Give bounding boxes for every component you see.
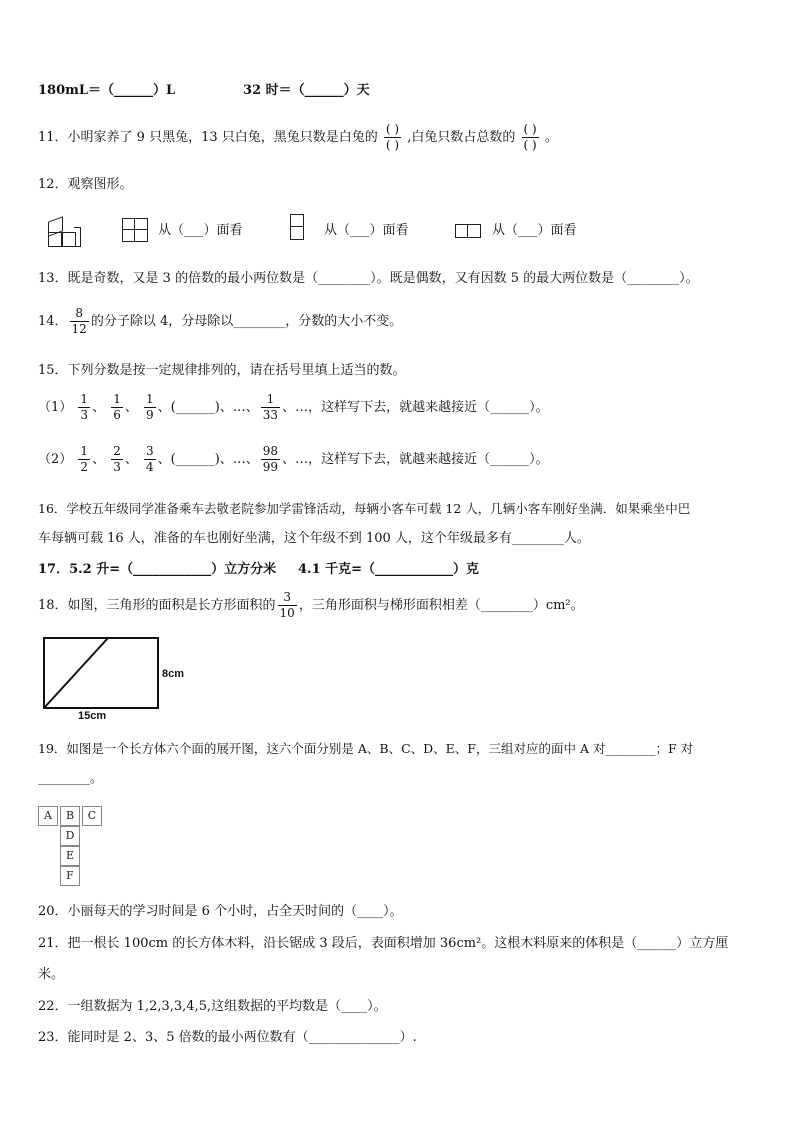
cube-figure-3d <box>46 215 82 247</box>
net-face-e: E <box>60 846 80 866</box>
q10-answer-b[interactable]: ______ <box>304 83 344 98</box>
view-shape-3 <box>455 224 481 238</box>
fraction: $\frac{1}{33}$ <box>262 392 279 422</box>
label-height: 8cm <box>162 668 185 680</box>
q13: 13．既是奇数，又是 3 的倍数的最小两位数是（________）。既是偶数，又有因数 5 的最大两位数是（________）。 <box>38 271 699 286</box>
fraction: $\frac{1}{6}$ <box>113 392 121 422</box>
q11-blank-fraction-2[interactable]: $\frac{( )}{( )}$ <box>523 122 537 152</box>
view-shape-1 <box>122 218 148 242</box>
net-face-c: C <box>82 806 102 826</box>
diagonal-line <box>44 638 108 708</box>
q15-title: 15．下列分数是按一定规律排列的，请在括号里填上适当的数。 <box>38 363 406 378</box>
q20: 20．小丽每天的学习时间是 6 个小时，占全天时间的（____）。 <box>38 904 403 919</box>
q14: 14． $\frac{8}{12}$ 的分子除以 4，分母除以________，分数的大小不变。 <box>38 306 403 336</box>
q12-view-1[interactable]: 从（___）面看 <box>158 223 243 238</box>
q12-view-3[interactable]: 从（___）面看 <box>492 223 577 238</box>
fraction: $\frac{1}{2}$ <box>80 444 89 474</box>
label-width: 15cm <box>78 710 107 722</box>
fraction: $\frac{1}{9}$ <box>145 392 154 422</box>
q12-view-2[interactable]: 从（___）面看 <box>324 223 409 238</box>
fraction: $\frac{3}{4}$ <box>145 444 154 474</box>
net-face-d: D <box>60 826 80 846</box>
q17-part-a: 17．5.2 升=（____________）立方分米 <box>38 562 277 577</box>
q21-line-1: 21．把一根长 100cm 的长方体木料，沿长锯成 3 段后，表面积增加 36cm²。这根木料原来的体积是（______）立方厘 <box>38 936 729 951</box>
q22: 22．一组数据为 1,2,3,3,4,5,这组数据的平均数是（____）。 <box>38 999 387 1014</box>
q15-row-2: （2） $\frac{1}{2}$ 、 $\frac{2}{3}$ 、 $\frac{3}{4}$ 、(______)、…、 $\frac{98}{99}$ 、…，这样写下去，就越来越接近（______）。 <box>38 444 549 474</box>
fraction: $\frac{98}{99}$ <box>262 444 279 474</box>
q18: 18．如图，三角形的面积是长方形面积的 $\frac{3}{10}$ ，三角形面积与梯形面积相差（________）cm²。 <box>38 590 584 620</box>
net-face-a: A <box>38 806 58 826</box>
fraction: $\frac{2}{3}$ <box>113 444 121 474</box>
q12-title: 12．观察图形。 <box>38 177 133 192</box>
q10-part-a: 180mL＝（______）L <box>38 83 176 98</box>
q16-line-2: 车每辆可载 16 人，准备的车也刚好坐满，这个年级不到 100 人，这个年级最多有________人。 <box>38 531 590 546</box>
q14-fraction: $\frac{8}{12}$ <box>71 306 87 336</box>
q23: 23．能同时是 2、3、5 倍数的最小两位数有（______________）. <box>38 1030 417 1045</box>
q16-line-1: 16．学校五年级同学准备乘车去敬老院参加学雷锋活动，每辆小客车可载 12 人，几辆小客车刚好坐满．如果乘坐中巴 <box>38 501 691 516</box>
q11: 11．小明家养了 9 只黑兔，13 只白兔，黑兔只数是白兔的 $\frac{( )}{( )}$ ,白兔只数占总数的 $\frac{( )}{( )}$ 。 <box>38 122 558 152</box>
q15-row-1: （1） $\frac{1}{3}$ 、 $\frac{1}{6}$ 、 $\frac{1}{9}$ 、(______)、…、 $\frac{1}{33}$ 、…，这样写下去，就越来越接近（______）。 <box>38 392 549 422</box>
q19-line-2: ________。 <box>38 771 104 786</box>
q19-line-1: 19．如图是一个长方体六个面的展开图，这六个面分别是 A、B、C、D、E、F，三组对应的面中 A 对________；F 对 <box>38 741 694 756</box>
net-face-f: F <box>60 866 80 886</box>
view-shape-2 <box>290 214 304 240</box>
rectangle <box>44 638 158 708</box>
q10-part-b: 32 时＝（______）天 <box>243 83 370 98</box>
q21-line-2: 米。 <box>38 967 65 982</box>
q17-part-b: 4.1 千克=（____________）克 <box>298 562 480 577</box>
q18-fraction: $\frac{3}{10}$ <box>279 590 295 620</box>
fraction: $\frac{1}{3}$ <box>80 392 89 422</box>
q11-blank-fraction-1[interactable]: $\frac{( )}{( )}$ <box>385 122 400 152</box>
net-face-b: B <box>60 806 80 826</box>
q10-answer-a[interactable]: ______ <box>114 83 154 98</box>
